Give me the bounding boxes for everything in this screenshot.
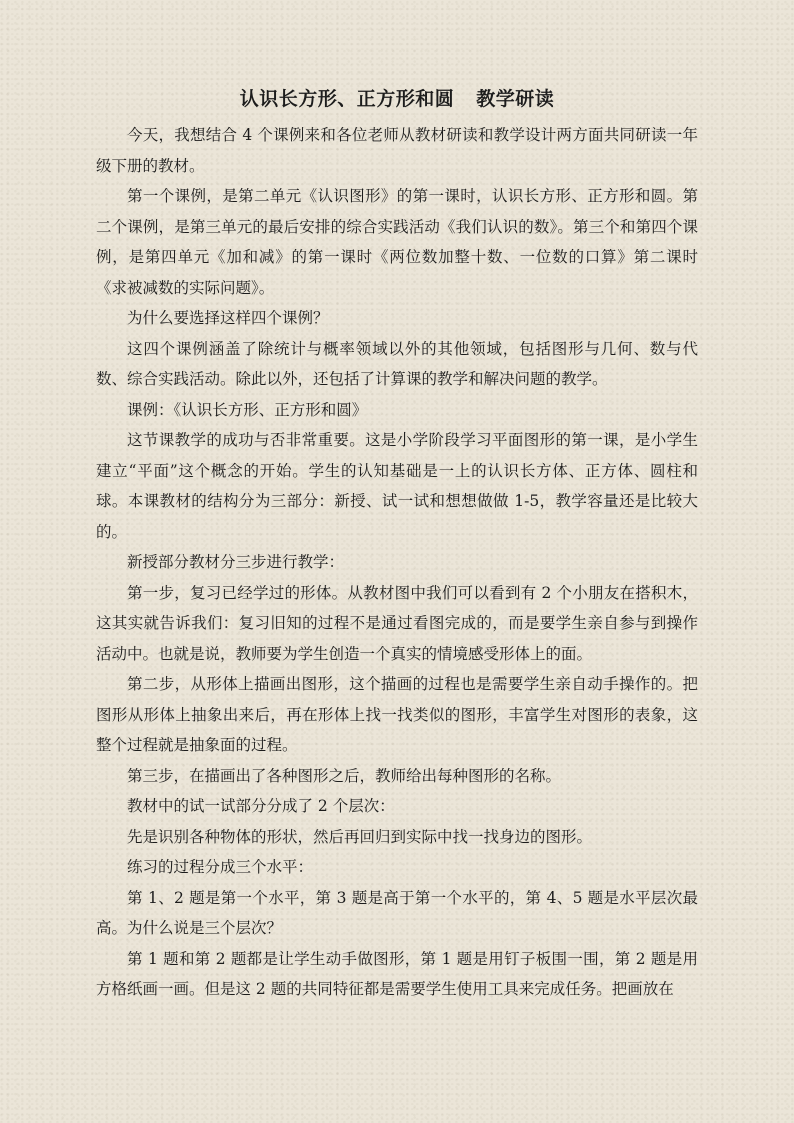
title-sub: 教学研读	[476, 88, 555, 110]
paragraph-intro: 今天，我想结合 4 个课例来和各位老师从教材研读和教学设计两方面共同研读一年级下册的教材。	[96, 126, 698, 175]
document-title	[96, 84, 698, 114]
paragraph-coverage: 这四个课例涵盖了除统计与概率领域以外的其他领域，包括图形与几何、数与代数、综合实践活动。除此以外，还包括了计算课的教学和解决问题的教学。	[96, 339, 698, 388]
paragraph-level-detail: 第 1、2 题是第一个水平，第 3 题是高于第一个水平的，第 4、5 题是水平层次最高。为什么说是三个层次？	[96, 888, 698, 937]
paragraph-lesson-heading: 课例：《认识长方形、正方形和圆》	[127, 400, 368, 419]
paragraph-new-lesson-steps: 新授部分教材分三步进行教学：	[127, 553, 345, 571]
paragraph-question: 为什么要选择这样四个课例？	[127, 309, 329, 327]
paragraph-practice-levels: 练习的过程分成三个水平：	[127, 858, 314, 876]
paragraph-step-two: 第二步，从形体上描画出图形，这个描画的过程也是需要学生亲自动手操作的。把图形从形体上抽象出来后，再在形体上找一找类似的图形，丰富学生对图形的表象，这整个过程就是抽象面的过程。	[96, 675, 698, 754]
paragraph-try-levels: 教材中的试一试部分分成了 2 个层次：	[127, 797, 395, 815]
paragraph-lesson-list: 第一个课例，是第二单元《认识图形》的第一课时，认识长方形、正方形和圆。第二个课例，是第三单元的最后安排的综合实践活动《我们认识的数》。第三个和第四个课例，是第四单元《加和减》的第一课时《两位数加整十数、一位数的口算》第二课时《求被减数的实际问题》。	[96, 187, 698, 297]
paragraph-identify-shapes: 先是识别各种物体的形状，然后再回归到实际中找一找身边的图形。	[127, 827, 593, 846]
title-main: 认识长方形、正方形和圆	[239, 88, 455, 110]
paragraph-importance: 这节课教学的成功与否非常重要。这是小学阶段学习平面图形的第一课，是小学生建立“平面”这个概念的开始。学生的认知基础是一上的认识长方体、正方体、圆柱和球。本课教材的结构分为三部分：新授、试一试和想想做做 1-5，教学容量还是比较大的。	[96, 431, 698, 541]
paragraph-step-three: 第三步，在描画出了各种图形之后，教师给出每种图形的名称。	[127, 766, 562, 785]
paragraph-exercise-detail: 第 1 题和第 2 题都是让学生动手做图形，第 1 题是用钉子板围一围，第 2 题是用方格纸画一画。但是这 2 题的共同特征都是需要学生使用工具来完成任务。把画放在	[96, 949, 698, 998]
paragraph-step-one: 第一步，复习已经学过的形体。从教材图中我们可以看到有 2 个小朋友在搭积木，这其实就告诉我们：复习旧知的过程不是通过看图完成的，而是要学生亲自参与到操作活动中。也就是说，教师要为学生创造一个真实的情境感受形体上的面。	[96, 583, 698, 663]
